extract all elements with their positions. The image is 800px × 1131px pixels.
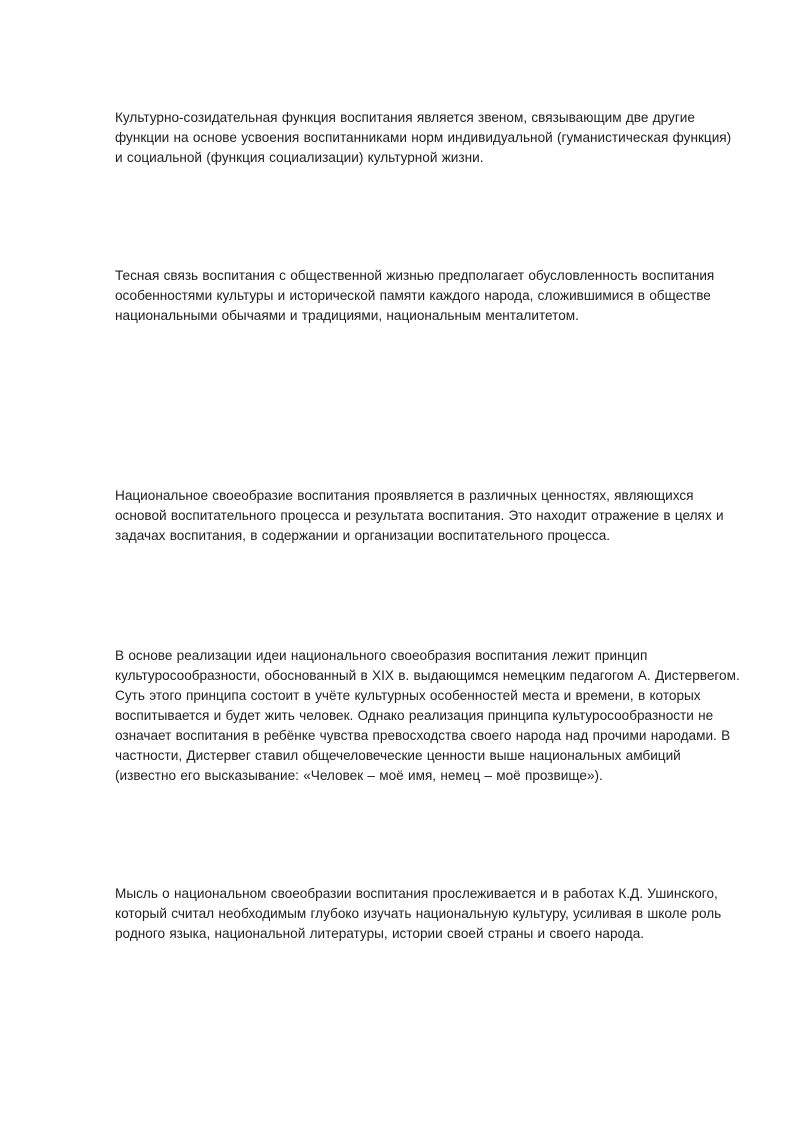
paragraph-ushinsky: Мысль о национальном своеобразии воспитания прослеживается и в работах К.Д. Ушинского, который считал необходимым глубоко изучать национальную культуру, усиливая в школе роль родного языка, национальной литературы, истории своей страны и своего народа. [115,886,722,941]
paragraph-social-life-connection: Тесная связь воспитания с общественной жизнью предполагает обусловленность воспитания особенностями культуры и исторической памяти каждого народа, сложившимися в обществе национальными обычаями и традициями, национальным менталитетом. [115,268,715,323]
paragraph-cultural-conformity-principle: В основе реализации идеи национального своеобразия воспитания лежит принцип культуросообразности, обоснованный в XIX в. выдающимся немецким педагогом А. Дистервегом. Суть этого принципа состоит в учёте культурных особенностей места и времени, в которых воспитывается и будет жить человек. Однако реализация принципа культуросообразности не означает воспитания в ребёнке чувства превосходства своего народа над прочими народами. В частности, Дистервег ставил общечеловеческие ценности выше национальных амбиций (известно его высказывание: «Человек – моё имя, немец – моё прозвище»). [115,648,740,783]
paragraph-national-uniqueness: Национальное своеобразие воспитания проявляется в различных ценностях, являющихся основой воспитательного процесса и результата воспитания. Это находит отражение в целях и задачах воспитания, в содержании и организации воспитательного процесса. [115,488,724,543]
paragraph-cultural-creative-function: Культурно-созидательная функция воспитания является звеном, связывающим две другие функции на основе усвоения воспитанниками норм индивидуальной (гуманистическая функция) и социальной (функция социализации) культурной жизни. [115,110,732,165]
